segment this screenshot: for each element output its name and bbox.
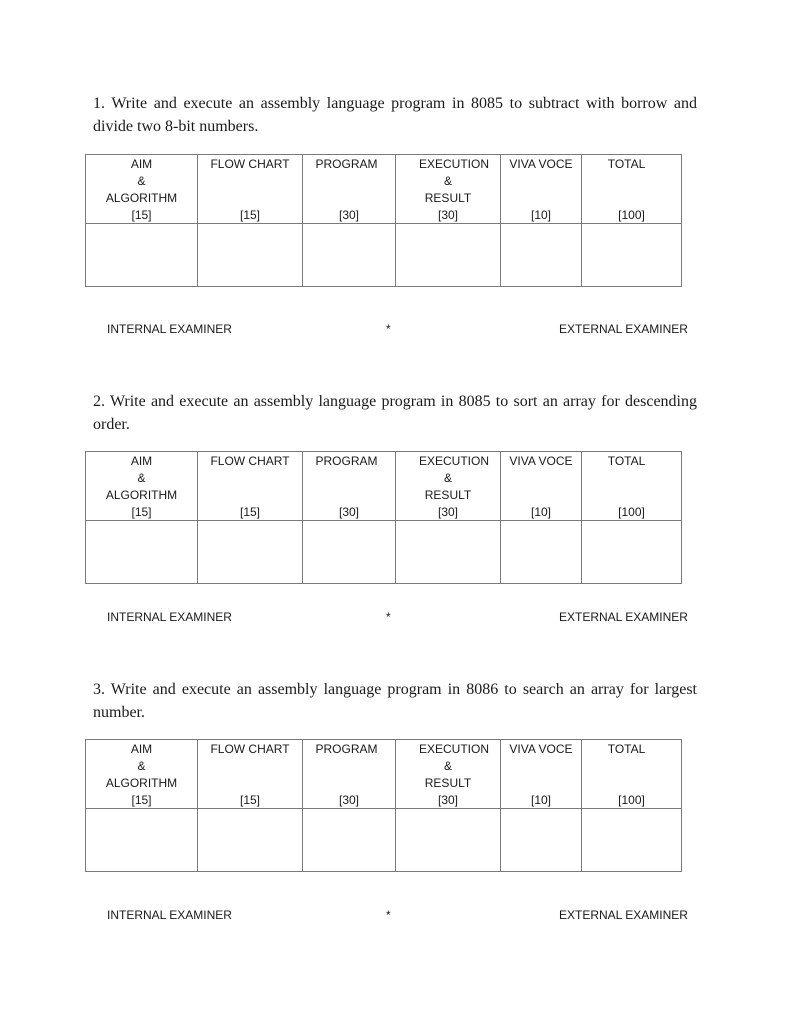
header-marks: [10] (530, 505, 551, 519)
marks-header-row (86, 155, 682, 224)
header-marks: [100] (618, 505, 645, 519)
header-label: TOTAL (607, 157, 646, 171)
header-program (303, 155, 396, 224)
header-label: AIM (130, 157, 153, 171)
marks-cell-aim (86, 521, 198, 584)
header-label: VIVA VOCE (509, 742, 573, 756)
header-marks: [15] (131, 208, 152, 222)
marks-cell-program (303, 224, 396, 287)
header-program (303, 740, 396, 809)
marks-table-3 (85, 739, 682, 872)
header-label: FLOW CHART (210, 157, 290, 171)
header-label: & (137, 174, 146, 188)
header-viva-voce (501, 452, 582, 521)
marks-entry-row (86, 224, 682, 287)
marks-entry-row (86, 521, 682, 584)
header-flow-chart (198, 740, 303, 809)
header-flow-chart (198, 155, 303, 224)
header-label: & (443, 174, 452, 188)
marks-table-2 (85, 451, 682, 584)
marks-cell-flow-chart (198, 224, 303, 287)
header-marks: [15] (239, 505, 260, 519)
marks-cell-viva-voce (501, 809, 582, 872)
header-label: ALGORITHM (105, 488, 178, 502)
header-label: & (443, 471, 452, 485)
header-label: EXECUTION (418, 742, 489, 756)
marks-header-row (86, 740, 682, 809)
signature-separator: * (386, 610, 391, 624)
header-execution-result (396, 740, 501, 809)
marks-cell-total (582, 809, 682, 872)
header-label: AIM (130, 742, 153, 756)
signature-line-3 (0, 908, 791, 924)
header-marks: [100] (618, 208, 645, 222)
internal-examiner-label: INTERNAL EXAMINER (107, 610, 232, 624)
marks-cell-total (582, 521, 682, 584)
marks-cell-execution (396, 224, 501, 287)
signature-line-1 (0, 322, 791, 338)
header-label: EXECUTION (418, 157, 489, 171)
marks-cell-flow-chart (198, 809, 303, 872)
marks-cell-flow-chart (198, 521, 303, 584)
header-label: RESULT (424, 488, 472, 502)
header-marks: [15] (239, 208, 260, 222)
internal-examiner-label: INTERNAL EXAMINER (107, 322, 232, 336)
marks-cell-execution (396, 809, 501, 872)
signature-separator: * (386, 908, 391, 922)
header-label: & (443, 759, 452, 773)
header-marks: [15] (239, 793, 260, 807)
header-label: & (137, 759, 146, 773)
header-marks: [30] (338, 793, 359, 807)
external-examiner-label: EXTERNAL EXAMINER (559, 322, 688, 336)
header-label: RESULT (424, 776, 472, 790)
marks-entry-row (86, 809, 682, 872)
header-marks: [100] (618, 793, 645, 807)
signature-separator: * (386, 322, 391, 336)
marks-cell-aim (86, 809, 198, 872)
question-3-text: 3. Write and execute an assembly language program in 8086 to search an array for largest number. (93, 681, 697, 721)
header-program (303, 452, 396, 521)
header-marks: [15] (131, 793, 152, 807)
marks-cell-viva-voce (501, 521, 582, 584)
header-label: & (137, 471, 146, 485)
header-aim-algorithm (86, 155, 198, 224)
header-label: PROGRAM (315, 454, 378, 468)
header-aim-algorithm (86, 452, 198, 521)
marks-cell-viva-voce (501, 224, 582, 287)
header-execution-result (396, 155, 501, 224)
header-marks: [10] (530, 793, 551, 807)
header-marks: [30] (338, 208, 359, 222)
header-label: TOTAL (607, 742, 646, 756)
question-2-text: 2. Write and execute an assembly language program in 8085 to sort an array for descending order. (93, 393, 697, 433)
header-label: AIM (130, 454, 153, 468)
signature-line-2 (0, 610, 791, 626)
header-label: RESULT (424, 191, 472, 205)
marks-cell-program (303, 521, 396, 584)
header-marks: [15] (131, 505, 152, 519)
marks-table-1 (85, 154, 682, 287)
header-label: PROGRAM (315, 157, 378, 171)
header-label: ALGORITHM (105, 776, 178, 790)
header-execution-result (396, 452, 501, 521)
marks-cell-execution (396, 521, 501, 584)
header-label: EXECUTION (418, 454, 489, 468)
marks-cell-aim (86, 224, 198, 287)
header-aim-algorithm (86, 740, 198, 809)
question-1-text: 1. Write and execute an assembly language program in 8085 to subtract with borrow and divide two 8-bit numbers. (93, 95, 697, 135)
marks-header-row (86, 452, 682, 521)
marks-cell-total (582, 224, 682, 287)
header-marks: [30] (437, 793, 458, 807)
external-examiner-label: EXTERNAL EXAMINER (559, 908, 688, 922)
external-examiner-label: EXTERNAL EXAMINER (559, 610, 688, 624)
header-marks: [30] (437, 208, 458, 222)
marks-cell-program (303, 809, 396, 872)
header-label: ALGORITHM (105, 191, 178, 205)
header-viva-voce (501, 740, 582, 809)
header-label: VIVA VOCE (509, 157, 573, 171)
header-label: FLOW CHART (210, 454, 290, 468)
header-flow-chart (198, 452, 303, 521)
header-label: FLOW CHART (210, 742, 290, 756)
header-viva-voce (501, 155, 582, 224)
header-label: TOTAL (607, 454, 646, 468)
header-total (582, 155, 682, 224)
header-marks: [10] (530, 208, 551, 222)
header-total (582, 740, 682, 809)
header-label: VIVA VOCE (509, 454, 573, 468)
internal-examiner-label: INTERNAL EXAMINER (107, 908, 232, 922)
header-total (582, 452, 682, 521)
header-marks: [30] (338, 505, 359, 519)
header-label: PROGRAM (315, 742, 378, 756)
header-marks: [30] (437, 505, 458, 519)
